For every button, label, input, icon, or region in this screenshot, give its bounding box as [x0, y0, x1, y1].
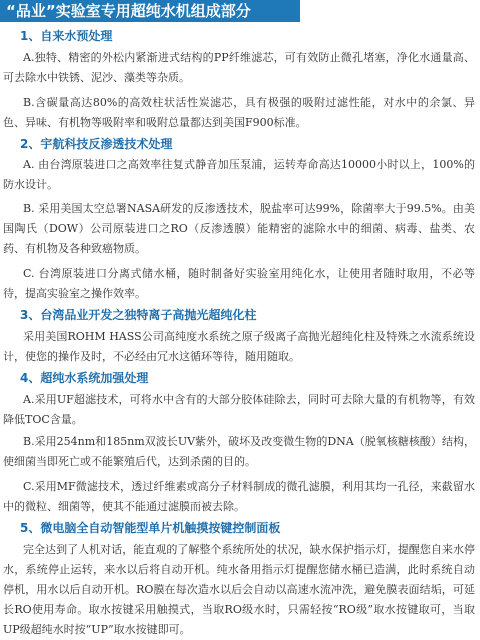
paragraph-2a: A. 由台湾原装进口之高效率往复式静音加压泵浦，运转寿命高达10000小时以上，100%的防水设计。	[3, 158, 475, 191]
paragraph-2c: C. 台湾原装进口分离式储水桶，随时制备好实验室用纯化水，让使用者随时取用，不必等待，提高实验室之操作效率。	[3, 267, 475, 300]
section-heading-5: 5、微电脑全自动智能型单片机触摸按键控制面板	[20, 521, 281, 535]
section-heading-4: 4、超纯水系统加强处理	[20, 371, 149, 385]
paragraph-5a: 完全达到了人机对话，能直观的了解整个系统所处的状况，缺水保护指示灯，提醒您自来水停水，系统停止运转，来水以后将自动开机。纯水备用指示灯提醒您储水桶已造满，此时系统自动停机，用水以后自动开机。RO膜在每次造水以后会自动以高速水流冲洗，避免膜表面结垢，可延长RO使用寿命。取水按键采用触摸式，当取RO级水时，只需轻按“RO级”取水按键取可，当取UP级超纯水时按“UP”取水按键即可。	[3, 543, 475, 636]
paragraph-2b: B. 采用美国太空总署NASA研发的反渗透技术，脱盐率可达99%，除菌率大于99.5%。由美国陶氏（DOW）公司原装进口之RO（反渗透膜）能精密的滤除水中的细菌、病毒、盐类、农药、有机物及各种致癌物质。	[3, 202, 475, 255]
paragraph-1a: A.独特、精密的外松内紧渐进式结构的PP纤维滤芯，可有效防止微孔堵塞，净化水通量高、可去除水中铁锈、泥沙、藻类等杂质。	[3, 51, 475, 84]
paragraph-4c: C.采用MF微滤技术，透过纤维素或高分子材料制成的微孔滤膜，利用其均一孔径，来截留水中的微粒、细菌等，使其不能通过滤膜而被去除。	[3, 480, 475, 513]
section-heading-1: 1、自来水预处理	[20, 29, 113, 43]
paragraph-4b: B.采用254nm和185nm双波长UV紫外，破坏及改变微生物的DNA（脱氧核糖核酸）结构，使细菌当即死亡或不能繁殖后代，达到杀菌的目的。	[3, 435, 475, 468]
paragraph-3a: 采用美国ROHM HASS公司高纯度水系统之原子级离子高抛光超纯化柱及特殊之水流系统设计，使您的操作及时，不必经由冗水这循环等待，随用随取。	[3, 330, 475, 363]
paragraph-1b: B.含碳量高达80%的高效柱状活性炭滤芯，具有极强的吸附过滤性能，对水中的余氯、异色、异味、有机物等吸附率和吸附总量都达到美国F900标准。	[3, 96, 475, 129]
page-title: “品业”实验室专用超纯水机组成部分	[0, 0, 300, 22]
section-heading-2: 2、宇航科技反渗透技术处理	[20, 137, 173, 151]
section-heading-3: 3、台湾品业开发之独特离子高抛光超纯化柱	[20, 308, 257, 322]
paragraph-4a: A.采用UF超滤技术，可将水中含有的大部分胶体硅除去，同时可去除大量的有机物等，有效降低TOC含量。	[3, 393, 475, 426]
